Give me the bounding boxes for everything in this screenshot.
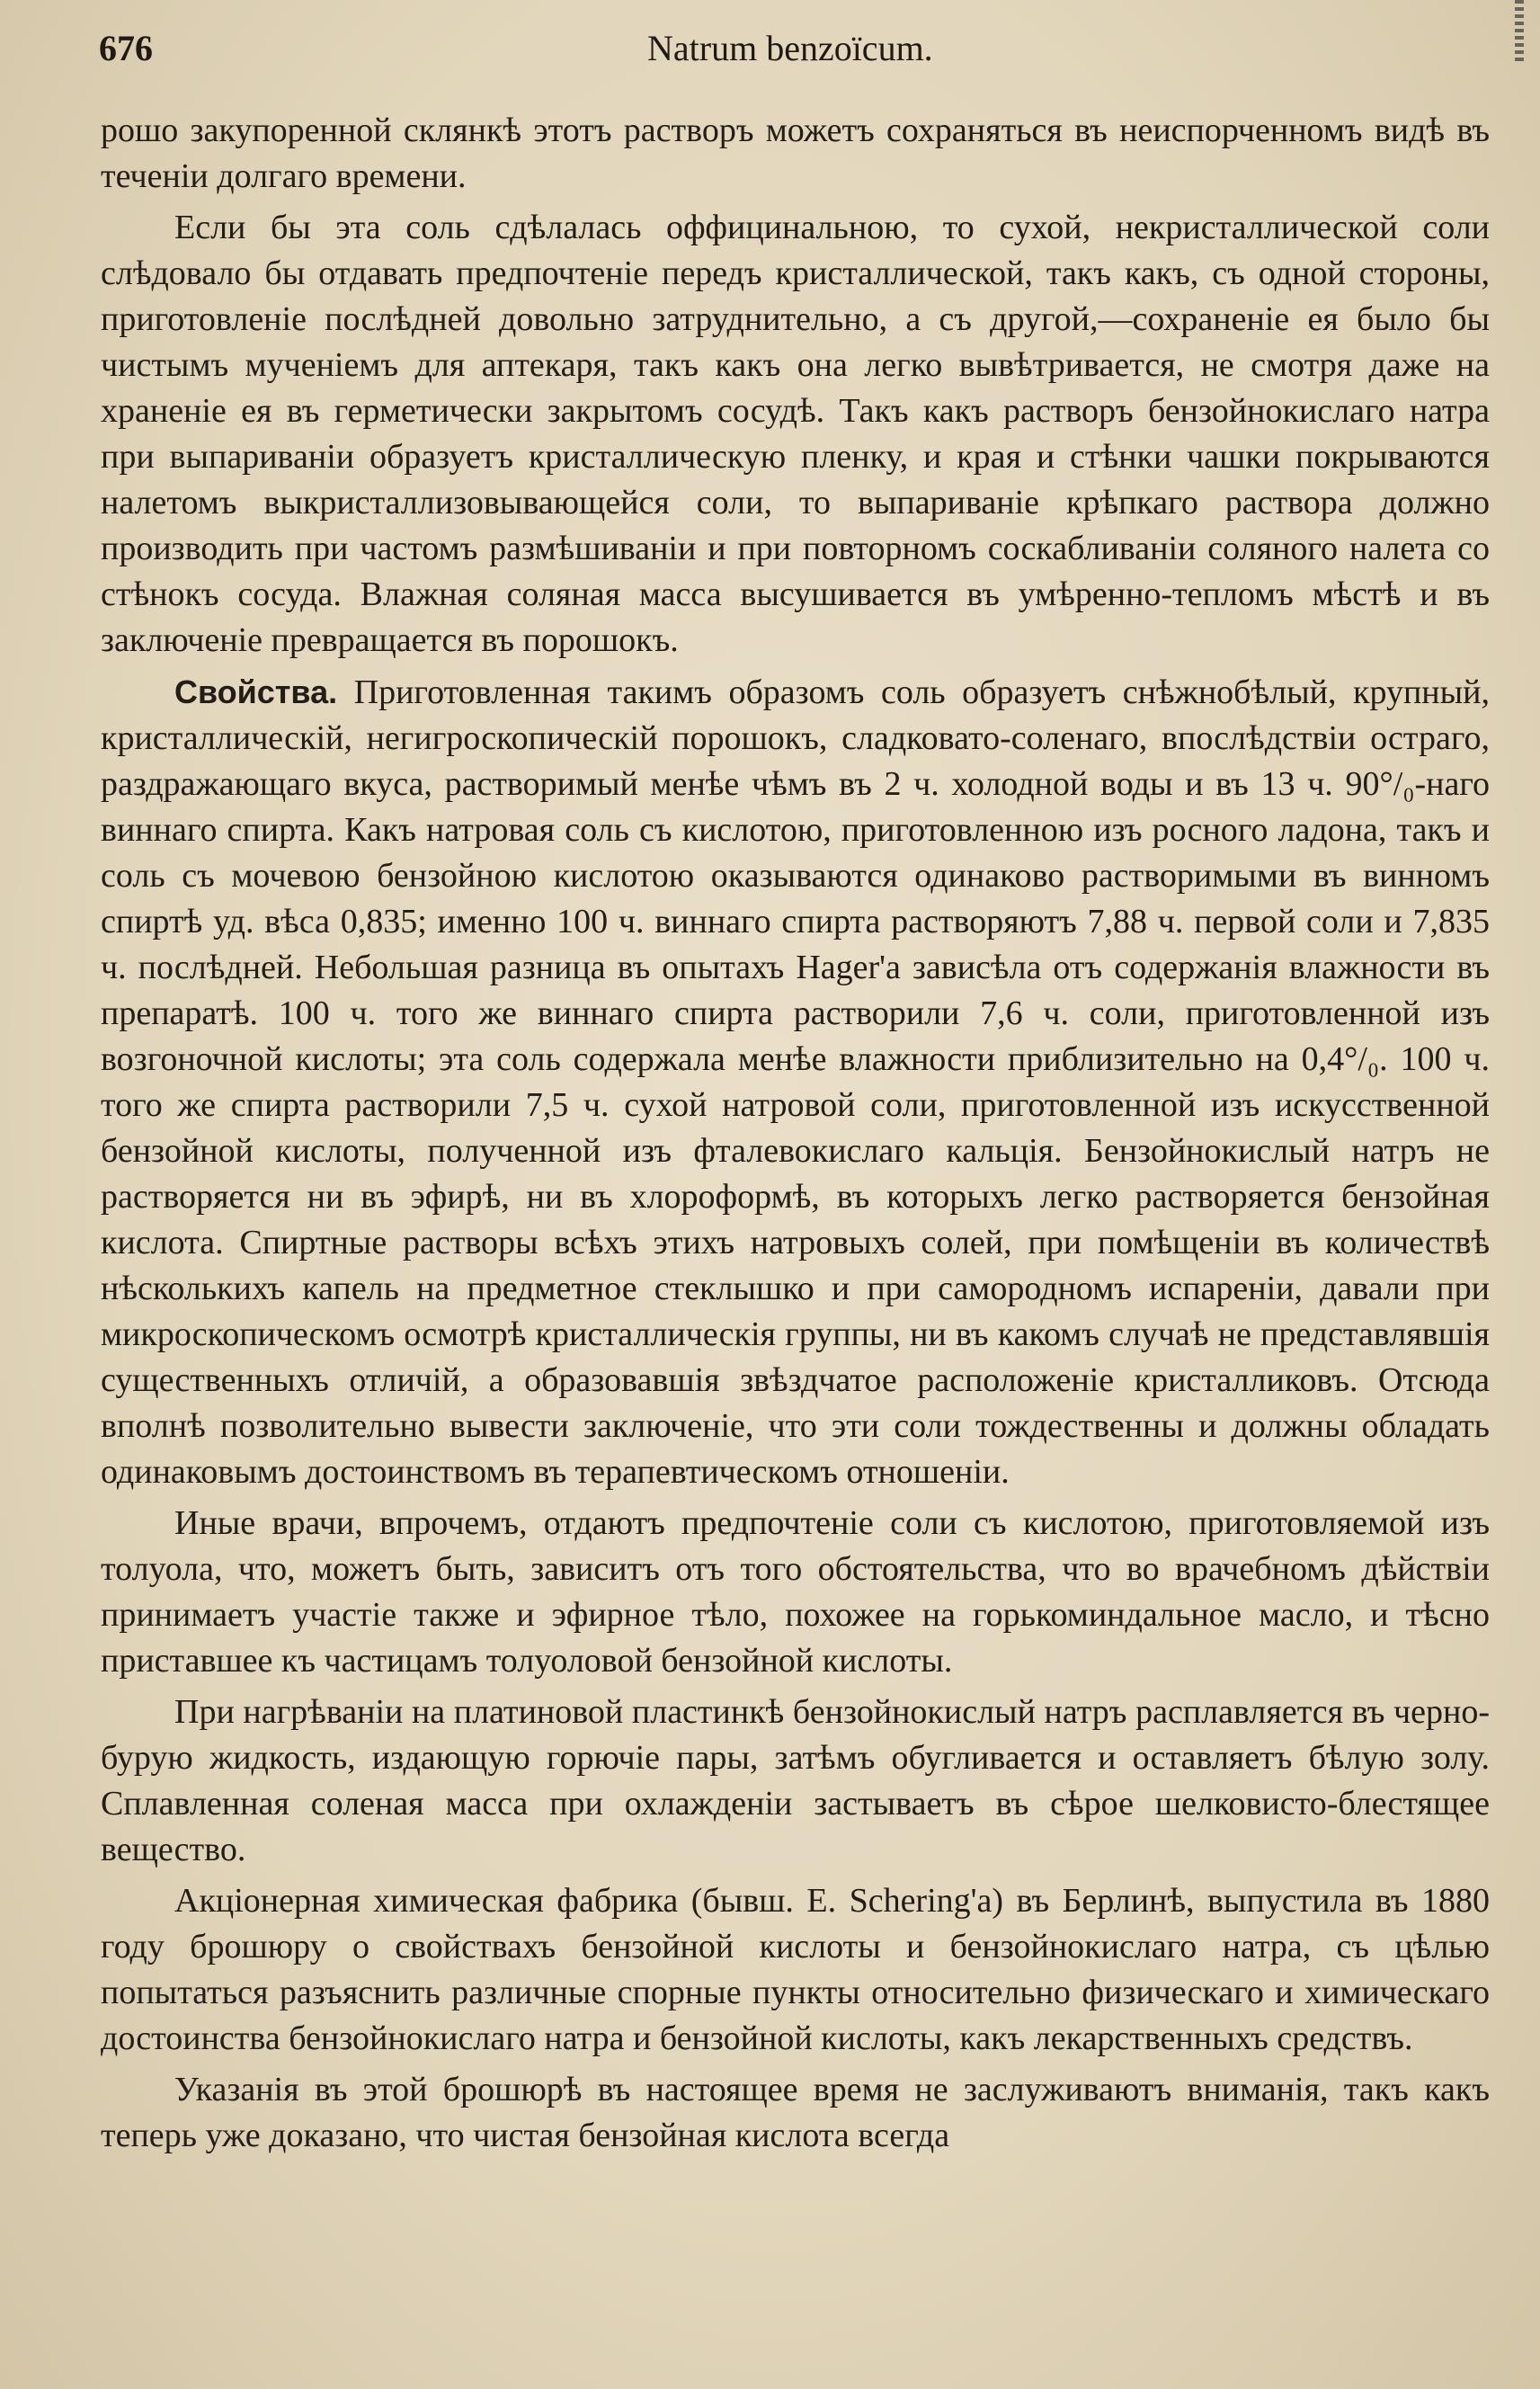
paragraph: Если бы эта соль сдѣлалась оффицинальною, то сухой, некристаллической соли слѣдовало бы отдавать предпочтеніе передъ кристаллической, такъ какъ, съ одной стороны, приготовленіе послѣдней довольно затруднительно, а съ другой,—сохраненіе ея было бы чистымъ мученіемъ для аптекаря, такъ какъ она легко вывѣтривается, не смотря даже на храненіе ея въ герметически закрытомъ сосудѣ. Такъ какъ растворъ бензойнокислаго натра при выпариваніи образуетъ кристаллическую пленку, и края и стѣнки чашки покрываются налетомъ выкристаллизовывающейся соли, то выпариваніе крѣпкаго раствора должно производить при частомъ размѣшиваніи и при повторномъ соскабливаніи соляного налета со стѣнокъ сосуда. Влажная соляная масса высушивается въ умѣренно-тепломъ мѣстѣ и въ заключеніе превращается въ порошокъ. (101, 209, 1490, 659)
paragraph: Иные врачи, впрочемъ, отдаютъ предпочтеніе соли съ кислотою, приготовляемой изъ толуола, что, можетъ быть, зависитъ отъ того обстоятельства, что во врачебномъ дѣйствіи принимаетъ участіе также и эфирное тѣло, похожее на горькоминдальное масло, и тѣсно приставшее къ частицамъ толуоловой бензойной кислоты. (101, 1504, 1490, 1680)
section-term: Свойства. (174, 673, 338, 710)
body-text (101, 108, 1490, 2164)
page-header (99, 27, 1486, 81)
edge-mark (1515, 0, 1524, 63)
running-head: Natrum benzoïcum. (647, 28, 933, 68)
paragraph-properties (101, 669, 1490, 1495)
paragraph-text: Приготовленная такимъ образомъ соль образуетъ снѣжнобѣлый, крупный, кристаллическій, негигроскопическій порошокъ, сладковато-соленаго, впослѣдствіи остраго, раздражающаго вкуса, растворимый менѣе чѣмъ въ 2 ч. холодной воды и въ 13 ч. 90°/₀-наго виннаго спирта. Какъ натровая соль съ кислотою, приготовленною изъ росного ладона, такъ и соль съ мочевою бензойною кислотою оказываются одинаково растворимыми въ винномъ спиртѣ уд. вѣса 0,835; именно 100 ч. виннаго спирта растворяютъ 7,88 ч. первой соли и 7,835 ч. послѣдней. Небольшая разница въ опытахъ Hager'а зависѣла отъ содержанія влажности въ препаратѣ. 100 ч. того же виннаго спирта растворили 7,6 ч. соли, приготовленной изъ возгоночной кислоты; эта соль содержала менѣе влажности приблизительно на 0,4°/₀. 100 ч. того же спирта растворили 7,5 ч. сухой натровой соли, приготовленной изъ искусственной бензойной кислоты, полученной изъ фталевокислаго кальція. Бензойнокислый натръ не растворяется ни въ эфирѣ, ни въ хлороформѣ, въ которыхъ легко растворяется бензойная кислота. Спиртные растворы всѣхъ этихъ натровыхъ солей, при помѣщеніи въ количествѣ нѣсколькихъ капель на предметное стеклышко и при самородномъ испареніи, давали при микроскопическомъ осмотрѣ кристаллическія группы, ни въ какомъ случаѣ не представлявшія существенныхъ отличій, а образовавшія звѣздчатое расположеніе кристалликовъ. Отсюда вполнѣ позволительно вывести заключеніе, что эти соли тождественны и должны обладать одинаковымъ достоинствомъ въ терапевтическомъ отношеніи. (101, 673, 1491, 1491)
paragraph: Указанія въ этой брошюрѣ въ настоящее время не заслуживаютъ вниманія, такъ какъ теперь уже доказано, что чистая бензойная кислота всегда (101, 2071, 1490, 2154)
page-number: 676 (99, 28, 153, 68)
paragraph: рошо закупоренной склянкѣ этотъ растворъ можетъ сохраняться въ неиспорченномъ видѣ въ теченіи долгаго времени. (101, 111, 1490, 195)
paragraph: Акціонерная химическая фабрика (бывш. E. Schering'а) въ Берлинѣ, выпустила въ 1880 году брошюру о свойствахъ бензойной кислоты и бензойнокислаго натра, съ цѣлью попытаться разъяснить различные спорные пункты относительно физическаго и химическаго достоинства бензойнокислаго натра и бензойной кислоты, какъ лекарственныхъ средствъ. (101, 1882, 1490, 2057)
paragraph: При нагрѣваніи на платиновой пластинкѣ бензойнокислый натръ расплавляется въ черно-бурую жидкость, издающую горючіе пары, затѣмъ обугливается и оставляетъ бѣлую золу. Сплавленная соленая масса при охлажденіи застываетъ въ сѣрое шелковисто-блестящее вещество. (101, 1693, 1490, 1868)
